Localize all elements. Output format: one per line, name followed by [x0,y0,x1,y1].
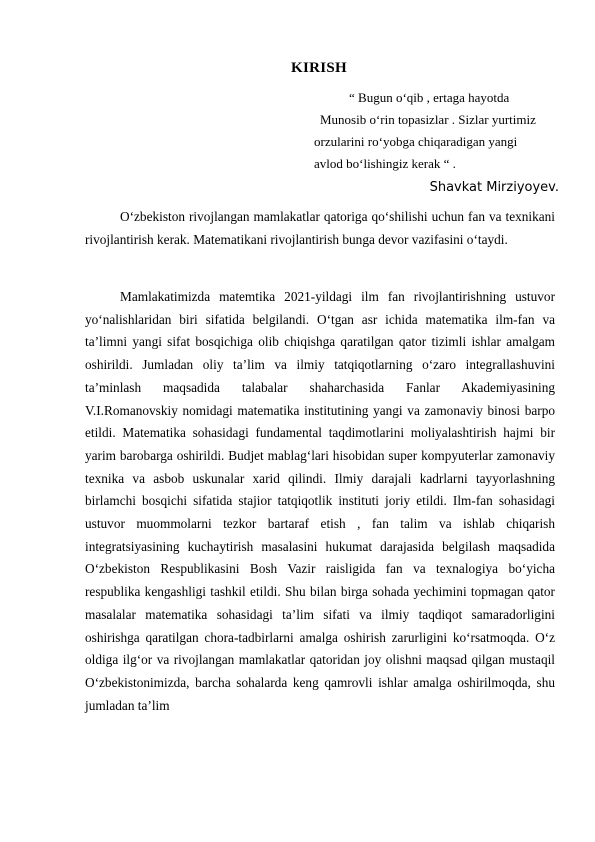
body-paragraph: Mamlakatimizda matemtika 2021-yildagi ilm fan rivojlantirishning ustuvor yo‘nalishlaridan biri sifatida belgilandi. O‘tgan asr ichida matematika ilm-fan va ta’limni yangi sifat bosqichiga olib chiqishga qaratilgan qator tizimli ishlar amalgam oshirildi. Jumladan oliy ta’lim va ilmiy tatqiqotlarning o‘zaro integrallashuvini ta’minlash maqsadida talabalar shaharchasida Fanlar Akademiyasining V.I.Romanovskiy nomidagi matematika institutining yangi va zamonaviy binosi barpo etildi. Matematika sohasidagi fundamental taqdimotlarini moliyalashtirish hajmi bir yarim barobarga oshirildi. Budjet mablag‘lari hisobidan super kompyuterlar zamonaviy texnika va asbob uskunalar xarid qilindi. Ilmiy darajali kadrlarni tayyorlashning birlamchi bosqichi sifatida stajior tatqiqotlik instituti joriy etildi. Ilm-fan sohasidagi ustuvor muommolarni tezkor bartaraf etish , fan talim va ishlab chiqarish integratsiyasining kuchaytirish masalasini hukumat darajasida belgilash maqsadida O‘zbekiston Respublikasini Bosh Vazir raisligida fan va texnalogiya bo‘yicha respublika kengashligi tashkil etildi. Shu bilan birga sohada yechimini topmagan qator masalalar matematika sohasidagi ta’lim sifati va ilmiy taqdiqot samaradorligini oshirishga qaratilgan chora-tadbirlarni amalga oshirish zarurligini ko‘rsatmoqda. O‘z oldiga ilg‘or va rivojlangan mamlakatlar qatoridan joy olishni maqsad qilgan mustaqil O‘zbekistonimizda, barcha sohalarda keng qamrovli ishlar amalga oshirilmoqda, shu jumladan ta’lim [85,289,555,713]
body-paragraph: O‘zbekiston rivojlangan mamlakatlar qatoriga qo‘shilishi uchun fan va texnikani rivojlantirish kerak. Matematikani rivojlantirish bunga devor vazifasini o‘taydi. [85,209,555,247]
epigraph-line: avlod bo‘lishingiz kerak “ . [314,156,456,171]
epigraph-line: “ Bugun o‘qib , ertaga hayotda [349,90,510,105]
epigraph-line: orzularini ro‘yobga chiqaradigan yangi [314,134,518,149]
epigraph-line: Munosib o‘rin topasizlar . Sizlar yurtimiz [320,112,536,127]
epigraph-author: Shavkat Mirziyoyev. [429,180,559,195]
page-title: KIRISH [291,60,347,76]
